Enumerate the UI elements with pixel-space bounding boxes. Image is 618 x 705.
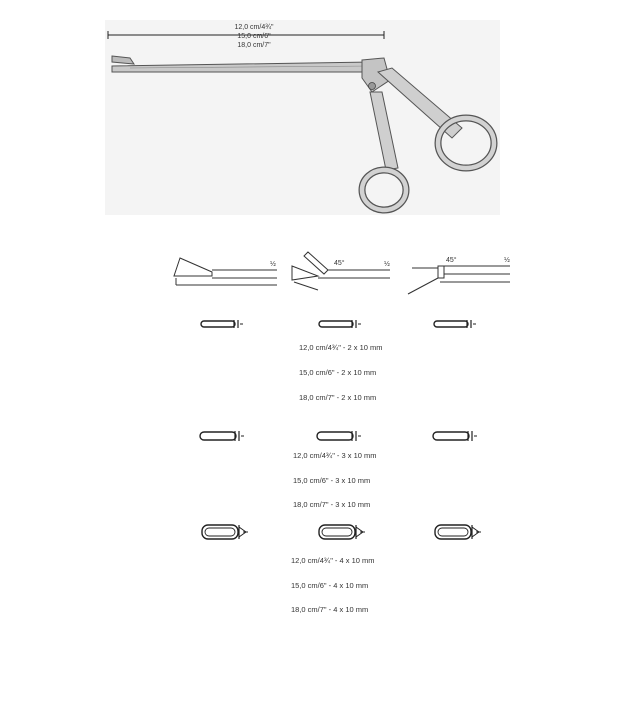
tip-fraction-label: ½: [270, 261, 276, 268]
jaw-size-icon-3mm: [316, 430, 362, 442]
tip-variant-straight: [172, 248, 282, 298]
tip-fraction-label: ½: [384, 261, 390, 268]
size-line-3mm-15cm: 15,0 cm/6" - 3 x 10 mm: [293, 476, 371, 485]
jaw-size-icon-4mm: [434, 523, 482, 541]
size-line-2mm-18cm: 18,0 cm/7" - 2 x 10 mm: [299, 393, 377, 402]
size-line-2mm-12cm: 12,0 cm/4¾" - 2 x 10 mm: [299, 343, 383, 352]
jaw-size-icon-4mm: [201, 523, 249, 541]
tip-variant-upward-45: [288, 248, 398, 298]
jaw-size-icon-3mm: [432, 430, 478, 442]
jaw-size-icon-3mm: [199, 430, 245, 442]
jaw-size-icon-2mm: [318, 319, 362, 329]
tip-variant-downward-45: [404, 248, 514, 298]
size-line-4mm-18cm: 18,0 cm/7" - 4 x 10 mm: [291, 605, 369, 614]
tip-angle-label: 45°: [446, 257, 457, 264]
size-line-3mm-18cm: 18,0 cm/7" - 3 x 10 mm: [293, 500, 371, 509]
length-label-1: 12,0 cm/4¾": [234, 24, 274, 31]
tip-fraction-label: ½: [504, 257, 510, 264]
size-line-4mm-12cm: 12,0 cm/4¾" - 4 x 10 mm: [291, 556, 375, 565]
jaw-size-icon-4mm: [318, 523, 366, 541]
jaw-size-icon-2mm: [200, 319, 244, 329]
length-label-2: 15,0 cm/6": [237, 33, 271, 40]
jaw-size-icon-2mm: [433, 319, 477, 329]
size-line-4mm-15cm: 15,0 cm/6" - 4 x 10 mm: [291, 581, 369, 590]
size-line-3mm-12cm: 12,0 cm/4¾" - 3 x 10 mm: [293, 451, 377, 460]
length-label-3: 18,0 cm/7": [237, 42, 271, 49]
size-line-2mm-15cm: 15,0 cm/6" - 2 x 10 mm: [299, 368, 377, 377]
tip-angle-label: 45°: [334, 260, 345, 267]
